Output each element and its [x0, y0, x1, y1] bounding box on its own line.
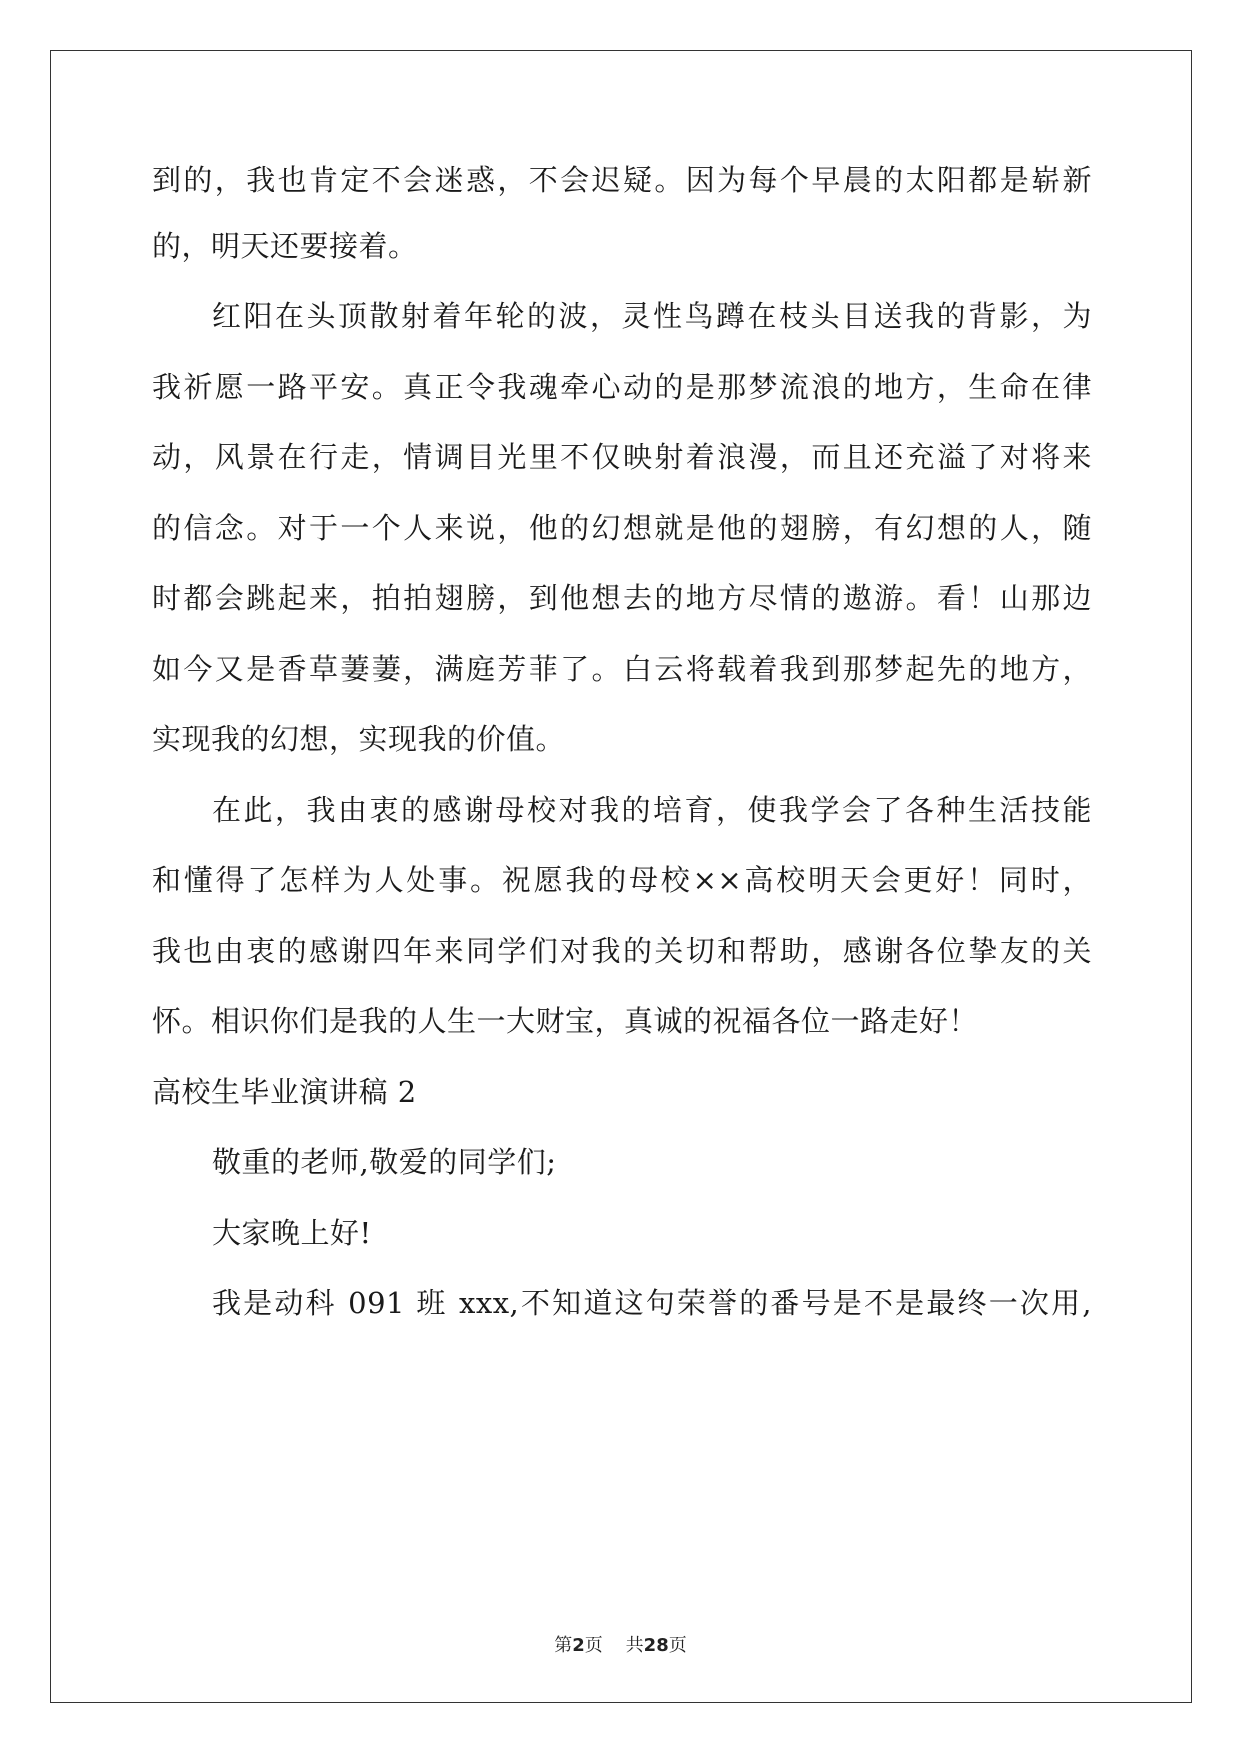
text-line: 怀。相识你们是我的人生一大财宝，真诚的祝福各位一路走好！	[152, 1004, 979, 1038]
footer-total-suffix: 页	[668, 1635, 687, 1656]
footer-total-prefix: 共	[625, 1635, 644, 1656]
text-line: 的，明天还要接着。	[152, 229, 418, 263]
text-line: 我祈愿一路平安。真正令我魂牵心动的是那梦流浪的地方，生命在律	[152, 370, 1092, 404]
text-line: 如今又是香草萋萋，满庭芳菲了。白云将载着我到那梦起先的地方，	[152, 652, 1092, 686]
text-line: 我也由衷的感谢四年来同学们对我的关切和帮助，感谢各位挚友的关	[152, 934, 1092, 968]
current-page-number: 2	[572, 1635, 585, 1656]
paragraph-start-line: 我是动科 091 班 xxx,不知道这句荣誉的番号是不是最终一次用,	[212, 1286, 1092, 1320]
page-footer	[0, 1634, 1241, 1658]
text-line: 动，风景在行走，情调目光里不仅映射着浪漫，而且还充溢了对将来	[152, 440, 1092, 474]
section-heading: 高校生毕业演讲稿 2	[152, 1075, 417, 1109]
salutation-line: 敬重的老师,敬爱的同学们;	[212, 1145, 557, 1179]
text-line: 和懂得了怎样为人处事。祝愿我的母校××高校明天会更好！同时，	[152, 863, 1092, 897]
text-line: 到的，我也肯定不会迷惑，不会迟疑。因为每个早晨的太阳都是崭新	[152, 163, 1092, 197]
paragraph-start-line: 在此，我由衷的感谢母校对我的培育，使我学会了各种生活技能	[212, 793, 1092, 827]
total-page-count: 28	[643, 1635, 669, 1656]
text-line: 时都会跳起来，拍拍翅膀，到他想去的地方尽情的遨游。看！山那边	[152, 581, 1092, 615]
text-line: 实现我的幻想，实现我的价值。	[152, 722, 566, 756]
footer-page-suffix: 页	[584, 1635, 603, 1656]
greeting-line: 大家晚上好!	[212, 1216, 372, 1250]
text-line: 的信念。对于一个人来说，他的幻想就是他的翅膀，有幻想的人，随	[152, 511, 1092, 545]
footer-prefix: 第	[554, 1635, 573, 1656]
paragraph-start-line: 红阳在头顶散射着年轮的波，灵性鸟蹲在枝头目送我的背影，为	[212, 299, 1092, 333]
